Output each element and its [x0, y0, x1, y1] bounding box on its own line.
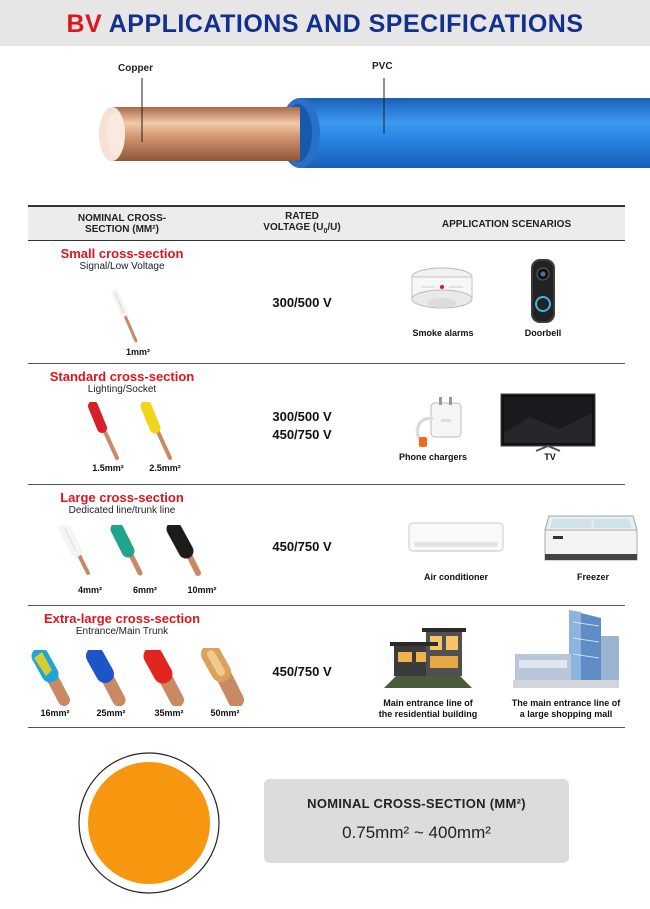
size-label: 2.5mm²: [149, 463, 181, 473]
voltage-standard: [216, 408, 388, 444]
app-label-shopping-mall: [496, 698, 636, 720]
app-label-line: a large shopping mall: [519, 709, 613, 719]
voltage-value: 450/750 V: [272, 539, 332, 554]
residential-building-icon: [380, 616, 476, 692]
spec-range: 0.75mm² ~ 400mm²: [342, 823, 491, 842]
size-label: 35mm²: [154, 708, 184, 718]
wire-4mm-icon: [56, 525, 96, 577]
app-label-tv: TV: [544, 452, 556, 462]
smoke-alarm-icon: [409, 265, 475, 319]
app-label-phone-chargers: Phone chargers: [398, 452, 468, 462]
category-title: Standard cross-section: [49, 369, 195, 384]
cross-section-diagram-icon: [78, 752, 220, 894]
table-row-small: [28, 241, 625, 364]
header-applications: APPLICATION SCENARIOS: [441, 218, 572, 230]
spec-title: NOMINAL CROSS-SECTION (MM²): [307, 796, 526, 811]
size-label: 25mm²: [96, 708, 126, 718]
category-subtitle: Lighting/Socket: [87, 384, 157, 395]
size-label: 6mm²: [132, 585, 157, 595]
header-voltage-post: /U): [327, 222, 341, 233]
app-label-air-conditioner: Air conditioner: [423, 572, 488, 582]
table-row-extra-large: [28, 606, 625, 728]
voltage-large: [216, 538, 388, 556]
table-row-large: [28, 485, 625, 606]
header-cross-section: [28, 207, 216, 241]
spec-box: [264, 779, 569, 863]
phone-charger-icon: [411, 389, 467, 449]
app-label-line: Main entrance line of: [383, 698, 473, 708]
app-label-residential: [358, 698, 498, 720]
category-standard: [28, 370, 216, 396]
wire-1-5mm-icon: [83, 402, 127, 462]
shopping-mall-icon: [511, 608, 621, 694]
app-label-doorbell: Doorbell: [524, 328, 562, 338]
voltage-value: 300/500 V: [272, 409, 332, 424]
header-voltage-line1: RATED: [285, 211, 319, 222]
app-label-freezer: Freezer: [576, 572, 610, 582]
wire-16mm-icon: [28, 650, 74, 706]
wire-illustration: [0, 46, 650, 206]
freezer-icon: [543, 510, 639, 566]
voltage-extra-large: [216, 663, 388, 681]
specification-table: [28, 205, 625, 728]
table-row-standard: [28, 364, 625, 485]
category-subtitle: Signal/Low Voltage: [79, 261, 165, 272]
doorbell-icon: [530, 258, 556, 324]
category-subtitle: Entrance/Main Trunk: [75, 626, 169, 637]
air-conditioner-icon: [408, 522, 504, 556]
page-title: [0, 0, 650, 48]
category-title: Extra-large cross-section: [43, 611, 201, 626]
category-subtitle: Dedicated line/trunk line: [68, 505, 176, 516]
voltage-small: [216, 294, 388, 312]
copper-label: Copper: [118, 63, 153, 74]
title-bar: [0, 0, 650, 46]
voltage-value: 450/750 V: [272, 664, 332, 679]
title-accent: BV: [66, 10, 103, 38]
wire-6mm-icon: [108, 525, 148, 577]
app-label-smoke-alarms: Smoke alarms: [412, 328, 474, 338]
category-extra-large: [28, 612, 216, 638]
category-large: [28, 491, 216, 517]
header-voltage-pre: VOLTAGE (U: [263, 222, 324, 233]
header-cross-section-line2: SECTION (MM²): [85, 224, 159, 235]
header-cross-section-line1: NOMINAL CROSS-: [77, 213, 167, 224]
pvc-label: PVC: [372, 61, 393, 72]
voltage-value: 450/750 V: [272, 427, 332, 442]
wire-1mm-icon: [106, 289, 146, 349]
wire-2-5mm-icon: [136, 402, 180, 462]
size-label: 16mm²: [40, 708, 70, 718]
size-label: 50mm²: [210, 708, 240, 718]
size-label: 1mm²: [125, 347, 150, 357]
category-title: Large cross-section: [60, 490, 184, 505]
header-voltage: [216, 207, 388, 241]
wire-cable-icon: [0, 46, 650, 206]
size-label: 4mm²: [77, 585, 102, 595]
table-header: [28, 205, 625, 241]
app-label-line: The main entrance line of: [511, 698, 621, 708]
wire-25mm-icon: [83, 650, 129, 706]
size-label: 1.5mm²: [92, 463, 124, 473]
wire-10mm-icon: [164, 525, 208, 577]
voltage-value: 300/500 V: [272, 295, 332, 310]
category-title: Small cross-section: [60, 246, 184, 261]
header-voltage-sub: 0: [323, 228, 328, 235]
wire-35mm-icon: [141, 650, 187, 706]
title-rest: APPLICATIONS AND SPECIFICATIONS: [108, 10, 584, 38]
category-small: [28, 247, 216, 273]
size-label: 10mm²: [187, 585, 217, 595]
app-label-line: the residential building: [378, 709, 478, 719]
tv-icon: [500, 393, 596, 455]
